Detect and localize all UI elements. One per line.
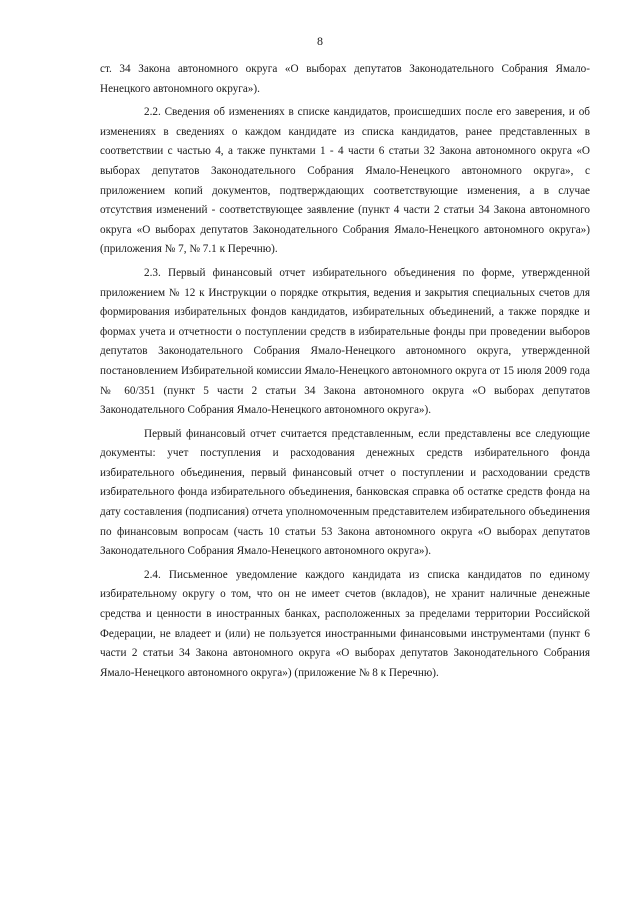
paragraph-item-2-3-note: Первый финансовый отчет считается представленным, если представлены все следующие документы: учет поступления и расходования денежных средств избирательного фонда избирательного объединения, первый финансовый отчет о поступлении и расходовании средств избирательного фонда избирательного объединения, банковская справка об остатке средств фонда на дату составления (подписания) отчета уполномоченным представителем избирательного объединения по финансовым вопросам (часть 10 статьи 53 Закона автономного округа «О выборах депутатов Законодательного Собрания Ямало-Ненецкого автономного округа»). bbox=[100, 427, 590, 558]
paragraph-continuation: ст. 34 Закона автономного округа «О выборах депутатов Законодательного Собрания Ямало-Ненецкого автономного округа»). bbox=[100, 63, 590, 95]
paragraph-item-2-4: 2.4. Письменное уведомление каждого кандидата из списка кандидатов по единому избирательному округу о том, что он не имеет счетов (вкладов), не хранит наличные денежные средства и ценности в иностранных банках, расположенных за пределами территории Российской Федерации, не владеет и (или) не пользуется иностранными финансовыми инструментами (пункт 6 части 2 статьи 34 Закона автономного округа «О выборах депутатов Законодательного Собрания Ямало-Ненецкого автономного округа») (приложение № 8 к Перечню). bbox=[100, 568, 590, 679]
document-body bbox=[100, 60, 590, 687]
page-number: 8 bbox=[317, 34, 323, 48]
paragraph-item-2-2: 2.2. Сведения об изменениях в списке кандидатов, происшедших после его заверения, и об изменениях в сведениях о каждом кандидате из списка кандидатов, ранее представленных в соответствии с частью 4, а также пунктами 1 - 4 части 6 статьи 32 Закона автономного округа «О выборах депутатов Законодательного Собрания Ямало-Ненецкого автономного округа», с приложением копий документов, подтверждающих соответствующие изменения, а в случае отсутствия изменений - соответствующее заявление (пункт 4 части 2 статьи 34 Закона автономного округа «О выборах депутатов Законодательного Собрания Ямало-Ненецкого автономного округа») (приложения № 7, № 7.1 к Перечню). bbox=[100, 106, 590, 256]
paragraph-item-2-3: 2.3. Первый финансовый отчет избирательного объединения по форме, утвержденной приложением № 12 к Инструкции о порядке открытия, ведения и закрытия специальных счетов для формирования избирательных фондов кандидатов, избирательных объединений, а также порядке и формах учета и отчетности о поступлении средств в избирательные фонды при проведении выборов депутатов Законодательного Собрания Ямало-Ненецкого автономного округа, утвержденной постановлением Избирательной комиссии Ямало-Ненецкого автономного округа от 15 июля 2009 года № 60/351 (пункт 5 части 2 статьи 34 Закона автономного округа «О выборах депутатов Законодательного Собрания Ямало-Ненецкого автономного округа»). bbox=[100, 266, 590, 417]
